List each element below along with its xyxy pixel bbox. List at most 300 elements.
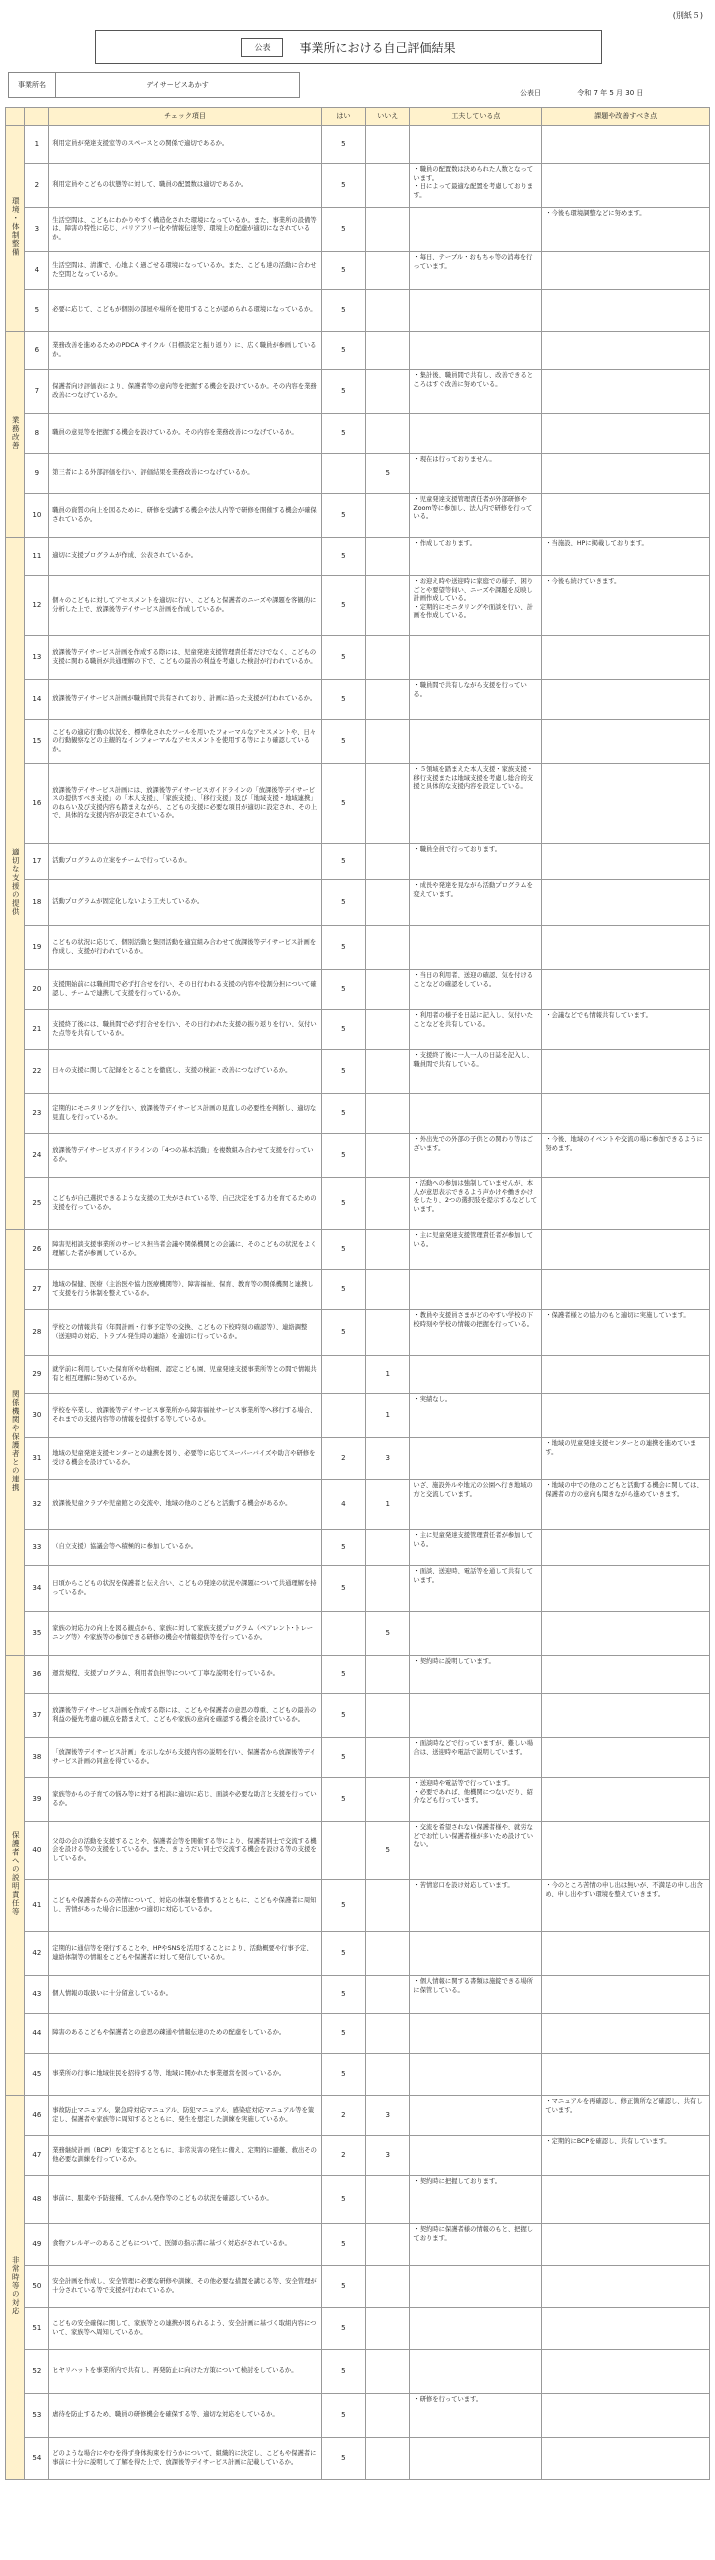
effort-text	[410, 290, 542, 332]
no-count	[366, 1976, 410, 2014]
yes-count: 5	[321, 2224, 365, 2266]
row-number: 29	[25, 1356, 49, 1394]
improvement-text	[542, 1822, 710, 1880]
yes-count: 5	[321, 1738, 365, 1778]
check-item: 第三者による外部評価を行い、評価結果を業務改善につなげているか。	[49, 454, 322, 494]
row-number: 44	[25, 2014, 49, 2054]
yes-count: 5	[321, 1094, 365, 1134]
check-item: 生活空間は、こどもにわかりやすく構造化された環境になっているか。また、事業所の設備等は、障害の特性に応じ、バリアフリー化や情報伝達等、環境上の配慮が適切になされているか。	[49, 208, 322, 252]
publish-date-label: 公表日	[520, 89, 541, 97]
effort-text: ・お迎え時や送迎時に家庭での様子、困りごとや要望等伺い、ニーズや課題を反映し計画作成している。 ・定期的にモニタリングや面談を行い、計画を作成している。	[410, 576, 542, 636]
row-number: 34	[25, 1566, 49, 1612]
improvement-text	[542, 1566, 710, 1612]
check-item: 家族の対応力の向上を図る観点から、家族に対して家族支援プログラム（ペアレント･トレーニング等）や家族等の参加できる研修の機会や情報提供等を行っているか。	[49, 1612, 322, 1656]
improvement-text	[542, 252, 710, 290]
improvement-text	[542, 1694, 710, 1738]
evaluation-table	[5, 107, 710, 2480]
yes-count: 2	[321, 1438, 365, 1480]
yes-count: 5	[321, 290, 365, 332]
no-count	[366, 1694, 410, 1738]
yes-count: 5	[321, 2014, 365, 2054]
improvement-text	[542, 1932, 710, 1976]
no-count	[366, 370, 410, 414]
no-count	[366, 164, 410, 208]
improvement-text	[542, 1656, 710, 1694]
check-item: 個々のこどもに対してアセスメントを適切に行い、こどもと保護者のニーズや課題を客観的に分析した上で、放課後等デイサービス計画を作成しているか。	[49, 576, 322, 636]
row-number: 18	[25, 880, 49, 926]
table-row	[6, 2266, 710, 2308]
improvement-text	[542, 332, 710, 370]
check-item: 放課後等デイサービス計画を作成する際には、児童発達支援管理責任者だけでなく、こどもの支援に関わる職員が共通理解の下で、こどもの最善の利益を考慮した検討が行われているか。	[49, 636, 322, 680]
no-count: 3	[366, 1438, 410, 1480]
effort-text	[410, 1270, 542, 1310]
table-row	[6, 844, 710, 880]
yes-count: 5	[321, 1050, 365, 1094]
check-item: 支援終了後には、職員間で必ず打合せを行い、その日行われた支援の振り返りを行い、気付いた点等を共有しているか。	[49, 1010, 322, 1050]
table-row	[6, 1356, 710, 1394]
row-number: 48	[25, 2176, 49, 2224]
table-row	[6, 414, 710, 454]
improvement-text	[542, 1738, 710, 1778]
effort-text	[410, 208, 542, 252]
improvement-text: ・定期的にBCPを確認し、共有しています。	[542, 2136, 710, 2176]
category-label: 適切な支援の提供	[11, 847, 21, 916]
no-count	[366, 1778, 410, 1822]
improvement-text	[542, 2350, 710, 2394]
row-number: 52	[25, 2350, 49, 2394]
table-row	[6, 1694, 710, 1738]
effort-text: ・契約時に説明しています。	[410, 1656, 542, 1694]
table-row	[6, 454, 710, 494]
no-count	[366, 2176, 410, 2224]
no-count	[366, 332, 410, 370]
no-count	[366, 1738, 410, 1778]
row-number: 6	[25, 332, 49, 370]
yes-count: 5	[321, 1530, 365, 1566]
table-row	[6, 576, 710, 636]
yes-count: 5	[321, 1270, 365, 1310]
check-item: 家族等からの子育ての悩み等に対する相談に適切に応じ、面談や必要な助言と支援を行っているか。	[49, 1778, 322, 1822]
effort-text	[410, 2096, 542, 2136]
yes-count: 5	[321, 1310, 365, 1356]
improvement-text	[542, 680, 710, 720]
table-header-row	[6, 108, 710, 126]
row-number: 54	[25, 2438, 49, 2480]
effort-text	[410, 926, 542, 970]
row-number: 25	[25, 1178, 49, 1230]
category-cell	[6, 538, 25, 1230]
category-cell	[6, 126, 25, 332]
table-row	[6, 720, 710, 764]
improvement-text	[542, 164, 710, 208]
row-number: 7	[25, 370, 49, 414]
check-item: 利用定員が発達支援室等のスペースとの関係で適切であるか。	[49, 126, 322, 164]
check-item: こどもの安全確保に関して、家族等との連携が図られるよう、安全計画に基づく取組内容について、家族等へ周知しているか。	[49, 2308, 322, 2350]
check-item: 学校との情報共有（年間計画・行事予定等の交換、こどもの下校時刻の確認等）、連絡調整（送迎時の対応、トラブル発生時の連絡）を適切に行っているか。	[49, 1310, 322, 1356]
no-count	[366, 680, 410, 720]
no-count	[366, 2266, 410, 2308]
no-count	[366, 538, 410, 576]
row-number: 46	[25, 2096, 49, 2136]
no-count	[366, 2014, 410, 2054]
no-count: 5	[366, 1822, 410, 1880]
improvement-text	[542, 126, 710, 164]
improvement-text: ・地域の児童発達支援センターとの連携を進めています。	[542, 1438, 710, 1480]
table-row	[6, 636, 710, 680]
table-row	[6, 494, 710, 538]
table-row	[6, 1612, 710, 1656]
table-row	[6, 1738, 710, 1778]
yes-count	[321, 1356, 365, 1394]
row-number: 42	[25, 1932, 49, 1976]
improvement-text	[542, 290, 710, 332]
effort-text: ・毎日、テーブル・おもちゃ等の消毒を行っています。	[410, 252, 542, 290]
table-row	[6, 1976, 710, 2014]
header-check-item: チェック項目	[49, 108, 322, 126]
no-count	[366, 970, 410, 1010]
no-count: 5	[366, 1612, 410, 1656]
publish-date	[520, 88, 643, 98]
yes-count: 5	[321, 2266, 365, 2308]
effort-text: いざ、施設外ルや地元の公園へ行き地域の方と交流しています。	[410, 1480, 542, 1530]
table-row	[6, 1050, 710, 1094]
table-row	[6, 680, 710, 720]
improvement-text	[542, 414, 710, 454]
row-number: 4	[25, 252, 49, 290]
yes-count: 5	[321, 576, 365, 636]
table-row	[6, 1394, 710, 1438]
check-item: 日々の支援に関して記録をとることを徹底し、支援の検証・改善につなげているか。	[49, 1050, 322, 1094]
effort-text: ・交流を希望されない保護者様や、就労などでお忙しい保護者様が多いため設けていない。	[410, 1822, 542, 1880]
row-number: 45	[25, 2054, 49, 2096]
check-item: 生活空間は、清潔で、心地よく過ごせる環境になっているか。また、こども達の活動に合わせた空間となっているか。	[49, 252, 322, 290]
effort-text: ・主に児童発達支援管理責任者が参加している。	[410, 1530, 542, 1566]
improvement-text	[542, 636, 710, 680]
table-row	[6, 2308, 710, 2350]
table-row	[6, 2350, 710, 2394]
no-count	[366, 290, 410, 332]
store-name: デイサービスあかす	[146, 81, 209, 89]
effort-text: ・研修を行っています。	[410, 2394, 542, 2438]
yes-count: 5	[321, 636, 365, 680]
improvement-text	[542, 1778, 710, 1822]
row-number: 14	[25, 680, 49, 720]
check-item: 放課後等デイサービス計画には、放課後等デイサービスガイドラインの「放課後等デイサービスの提供すべき支援」の「本人支援」、「家族支援」、「移行支援」及び「地域支援・地域連携」のねらい及び支援内容も踏まえながら、こどもの支援に必要な項目が適切に設定され、その上で、具体的な支援内容が設定されているか。	[49, 764, 322, 844]
row-number: 41	[25, 1880, 49, 1932]
table-row	[6, 1230, 710, 1270]
yes-count: 5	[321, 926, 365, 970]
improvement-text	[542, 1530, 710, 1566]
table-row	[6, 2176, 710, 2224]
improvement-text	[542, 370, 710, 414]
table-row	[6, 2224, 710, 2266]
check-item: 必要に応じて、こどもが個別の部屋や場所を使用することが認められる環境になっているか。	[49, 290, 322, 332]
improvement-text	[542, 926, 710, 970]
no-count	[366, 1134, 410, 1178]
table-row	[6, 1480, 710, 1530]
no-count	[366, 880, 410, 926]
improvement-text	[542, 1356, 710, 1394]
effort-text	[410, 720, 542, 764]
row-number: 53	[25, 2394, 49, 2438]
effort-text	[410, 2136, 542, 2176]
check-item: 放課後等デイサービスガイドラインの「4つの基本活動」を複数組み合わせて支援を行っているか。	[49, 1134, 322, 1178]
check-item: 活動プログラムが固定化しないよう工夫しているか。	[49, 880, 322, 926]
check-item: こどもの適応行動の状況を、標準化されたツールを用いたフォーマルなアセスメントや、日々の行動観察などの主観的なインフォーマルなアセスメントを使用する等により確認しているか。	[49, 720, 322, 764]
improvement-text	[542, 880, 710, 926]
check-item: 職員の意見等を把握する機会を設けているか。その内容を業務改善につなげているか。	[49, 414, 322, 454]
table-row	[6, 1778, 710, 1822]
effort-text: ・職員間で共有しながら支援を行っている。	[410, 680, 542, 720]
no-count	[366, 1310, 410, 1356]
table-row	[6, 290, 710, 332]
check-item: 安全計画を作成し、安全管理に必要な研修や訓練、その他必要な措置を講じる等、安全管理が十分されている等で支援が行われているか。	[49, 2266, 322, 2308]
effort-text	[410, 1932, 542, 1976]
no-count	[366, 2054, 410, 2096]
check-item: 活動プログラムの立案をチームで行っているか。	[49, 844, 322, 880]
table-row	[6, 1530, 710, 1566]
table-row	[6, 1094, 710, 1134]
row-number: 23	[25, 1094, 49, 1134]
improvement-text: ・今後も続けていきます。	[542, 576, 710, 636]
public-badge: 公表	[241, 38, 283, 57]
check-item: 個人情報の取扱いに十分留意しているか。	[49, 1976, 322, 2014]
effort-text	[410, 2054, 542, 2096]
row-number: 28	[25, 1310, 49, 1356]
improvement-text: ・今後、地域のイベントや交流の場に参加できるように努めます。	[542, 1134, 710, 1178]
row-number: 36	[25, 1656, 49, 1694]
table-row	[6, 1310, 710, 1356]
effort-text	[410, 2266, 542, 2308]
check-item: 放課後児童クラブや児童館との交流や、地域の他のこどもと活動する機会があるか。	[49, 1480, 322, 1530]
yes-count: 5	[321, 1134, 365, 1178]
store-info	[8, 72, 300, 98]
improvement-text	[542, 1394, 710, 1438]
improvement-text	[542, 1976, 710, 2014]
improvement-text: ・地域の中での他のこどもと活動する機会に関しては、保護者の方の意向も聞きながら進めていきます。	[542, 1480, 710, 1530]
no-count	[366, 2350, 410, 2394]
no-count: 1	[366, 1356, 410, 1394]
improvement-text	[542, 970, 710, 1010]
title-box	[95, 30, 602, 64]
yes-count: 5	[321, 370, 365, 414]
check-item: 障害児相談支援事業所のサービス担当者会議や関係機関との会議に、そのこどもの状況をよく理解した者が参画しているか。	[49, 1230, 322, 1270]
row-number: 43	[25, 1976, 49, 2014]
row-number: 19	[25, 926, 49, 970]
effort-text	[410, 2308, 542, 2350]
table-row	[6, 970, 710, 1010]
no-count	[366, 494, 410, 538]
effort-text	[410, 2350, 542, 2394]
yes-count: 5	[321, 880, 365, 926]
row-number: 35	[25, 1612, 49, 1656]
effort-text: ・成長や発達を見ながら活動プログラムを変えています。	[410, 880, 542, 926]
no-count	[366, 1656, 410, 1694]
row-number: 11	[25, 538, 49, 576]
category-cell	[6, 332, 25, 538]
row-number: 5	[25, 290, 49, 332]
effort-text	[410, 1094, 542, 1134]
check-item: こどもが自己選択できるような支援の工夫がされている等、自己決定をする力を育てるための支援を行っているか。	[49, 1178, 322, 1230]
yes-count: 5	[321, 2054, 365, 2096]
row-number: 24	[25, 1134, 49, 1178]
header-no: いいえ	[366, 108, 410, 126]
header-effort: 工夫している点	[410, 108, 542, 126]
check-item: （自立支援）協議会等へ積極的に参加しているか。	[49, 1530, 322, 1566]
effort-text: ・児童発達支援管理責任者が外部研修やZoom等に参加し、法人内で研修を行っている。	[410, 494, 542, 538]
yes-count: 5	[321, 2438, 365, 2480]
row-number: 39	[25, 1778, 49, 1822]
improvement-text: ・当施設、HPに掲載しております。	[542, 538, 710, 576]
yes-count: 5	[321, 2176, 365, 2224]
table-row	[6, 164, 710, 208]
effort-text: ・面談時などで行っていますが、難しい場合は、送迎時や電話で説明しています。	[410, 1738, 542, 1778]
improvement-text	[542, 2014, 710, 2054]
no-count	[366, 1530, 410, 1566]
table-row	[6, 332, 710, 370]
no-count	[366, 576, 410, 636]
yes-count: 5	[321, 1178, 365, 1230]
yes-count: 5	[321, 164, 365, 208]
no-count	[366, 844, 410, 880]
row-number: 31	[25, 1438, 49, 1480]
no-count	[366, 764, 410, 844]
yes-count: 5	[321, 1230, 365, 1270]
check-item: 運営規程、支援プログラム、利用者負担等について丁寧な説明を行っているか。	[49, 1656, 322, 1694]
check-item: 適切に支援プログラムが作成、公表されているか。	[49, 538, 322, 576]
effort-text: ・主に児童発達支援管理責任者が参加している。	[410, 1230, 542, 1270]
row-number: 8	[25, 414, 49, 454]
yes-count: 5	[321, 1566, 365, 1612]
effort-text: ・支援終了後に一人一人の日誌を記入し、職員間で共有している。	[410, 1050, 542, 1094]
effort-text	[410, 636, 542, 680]
check-item: 就学前に利用していた保育所や幼稚園、認定こども園、児童発達支援事業所等との間で情報共有と相互理解に努めているか。	[49, 1356, 322, 1394]
effort-text	[410, 2438, 542, 2480]
improvement-text	[542, 1178, 710, 1230]
table-row	[6, 1566, 710, 1612]
no-count: 1	[366, 1480, 410, 1530]
improvement-text	[542, 764, 710, 844]
no-count	[366, 636, 410, 680]
table-row	[6, 1880, 710, 1932]
yes-count	[321, 1822, 365, 1880]
yes-count: 5	[321, 2350, 365, 2394]
yes-count: 5	[321, 1932, 365, 1976]
yes-count: 5	[321, 126, 365, 164]
effort-text: ・実績なし。	[410, 1394, 542, 1438]
no-count: 3	[366, 2136, 410, 2176]
no-count	[366, 208, 410, 252]
no-count	[366, 926, 410, 970]
store-label: 事業所名	[9, 73, 56, 97]
effort-text: ・職員の配置数は決められた人数となっています。 ・日によって最適な配置を考慮しております。	[410, 164, 542, 208]
table-row	[6, 2394, 710, 2438]
check-item: 事故防止マニュアル、緊急時対応マニュアル、防犯マニュアル、感染症対応マニュアル等を策定し、保護者や家族等に周知するとともに、発生を想定した訓練を実施しているか。	[49, 2096, 322, 2136]
effort-text: ・作成しております。	[410, 538, 542, 576]
table-row	[6, 1178, 710, 1230]
effort-text	[410, 2014, 542, 2054]
improvement-text	[542, 454, 710, 494]
yes-count: 2	[321, 2096, 365, 2136]
yes-count: 5	[321, 2308, 365, 2350]
improvement-text	[542, 720, 710, 764]
effort-text	[410, 1612, 542, 1656]
row-number: 12	[25, 576, 49, 636]
table-row	[6, 2096, 710, 2136]
no-count	[366, 1094, 410, 1134]
improvement-text: ・今後も環境調整などに努めます。	[542, 208, 710, 252]
effort-text	[410, 414, 542, 454]
improvement-text	[542, 2176, 710, 2224]
effort-text: ・契約時に保護者様の情報のもと、把握しております。	[410, 2224, 542, 2266]
table-row	[6, 1656, 710, 1694]
effort-text: ・利用者の様子を日誌に記入し、気付いたことなどを共有している。	[410, 1010, 542, 1050]
row-number: 51	[25, 2308, 49, 2350]
improvement-text	[542, 2438, 710, 2480]
row-number: 22	[25, 1050, 49, 1094]
yes-count: 5	[321, 970, 365, 1010]
improvement-text: ・会議などでも情報共有しています。	[542, 1010, 710, 1050]
yes-count: 5	[321, 332, 365, 370]
category-label: 環境・体制整備	[11, 197, 21, 257]
category-label: 業務改善	[11, 415, 21, 450]
table-row	[6, 764, 710, 844]
page-title: 事業所における自己評価結果	[299, 40, 456, 55]
no-count	[366, 1880, 410, 1932]
improvement-text	[542, 2054, 710, 2096]
improvement-text	[542, 2266, 710, 2308]
row-number: 33	[25, 1530, 49, 1566]
check-item: こどもや保護者からの苦情について、対応の体制を整備するとともに、こどもや保護者に周知し、苦情があった場合に迅速かつ適切に対応しているか。	[49, 1880, 322, 1932]
improvement-text	[542, 1094, 710, 1134]
effort-text: ・個人情報に関する書類は施錠できる場所に保管している。	[410, 1976, 542, 2014]
annex-label: (別紙５)	[672, 11, 703, 20]
table-row	[6, 1438, 710, 1480]
check-item: 放課後等デイサービス計画が職員間で共有されており、計画に沿った支援が行われているか。	[49, 680, 322, 720]
check-item: 虐待を防止するため、職員の研修機会を確保する等、適切な対応をしているか。	[49, 2394, 322, 2438]
yes-count: 5	[321, 844, 365, 880]
improvement-text	[542, 1612, 710, 1656]
yes-count: 5	[321, 494, 365, 538]
check-item: 父母の会の活動を支援することや、保護者会等を開催する等により、保護者同士で交流する機会を設ける等の支援をしているか。また、きょうだい同士で交流する機会を設ける等の支援をしているか。	[49, 1822, 322, 1880]
header-category	[6, 108, 25, 126]
check-item: 障害のあるこどもや保護者との意思の疎通や情報伝達のための配慮をしているか。	[49, 2014, 322, 2054]
effort-text: ・苦情窓口を設け対応しています。	[410, 1880, 542, 1932]
table-row	[6, 126, 710, 164]
yes-count: 5	[321, 208, 365, 252]
check-item: 定期的にモニタリングを行い、放課後等デイサービス計画の見直しの必要性を判断し、適切な見直しを行っているか。	[49, 1094, 322, 1134]
effort-text	[410, 126, 542, 164]
row-number: 47	[25, 2136, 49, 2176]
check-item: 定期的に通信等を発行することや、HPやSNSを活用することにより、活動概要や行事予定、連絡体制等の情報をこどもや保護者に対して発信しているか。	[49, 1932, 322, 1976]
no-count	[366, 720, 410, 764]
check-item: 学校を卒業し、放課後等デイサービス事業所から障害福祉サービス事業所等へ移行する場合、それまでの支援内容等の情報を提供する等しているか。	[49, 1394, 322, 1438]
no-count	[366, 414, 410, 454]
table-row	[6, 880, 710, 926]
check-item: 保護者向け評価表により、保護者等の意向等を把握する機会を設けているか。その内容を業務改善につなげているか。	[49, 370, 322, 414]
check-item: 地域の児童発達支援センターとの連携を図り、必要等に応じてスーパーバイズや助言や研修を受ける機会を設けているか。	[49, 1438, 322, 1480]
effort-text: ・面談、送迎時、電話等を通して共有しています。	[410, 1566, 542, 1612]
effort-text	[410, 1356, 542, 1394]
effort-text	[410, 1694, 542, 1738]
no-count	[366, 2308, 410, 2350]
no-count	[366, 1566, 410, 1612]
row-number: 30	[25, 1394, 49, 1438]
check-item: 食物アレルギーのあるこどもについて、医師の指示書に基づく対応がされているか。	[49, 2224, 322, 2266]
yes-count	[321, 454, 365, 494]
yes-count: 5	[321, 538, 365, 576]
row-number: 21	[25, 1010, 49, 1050]
